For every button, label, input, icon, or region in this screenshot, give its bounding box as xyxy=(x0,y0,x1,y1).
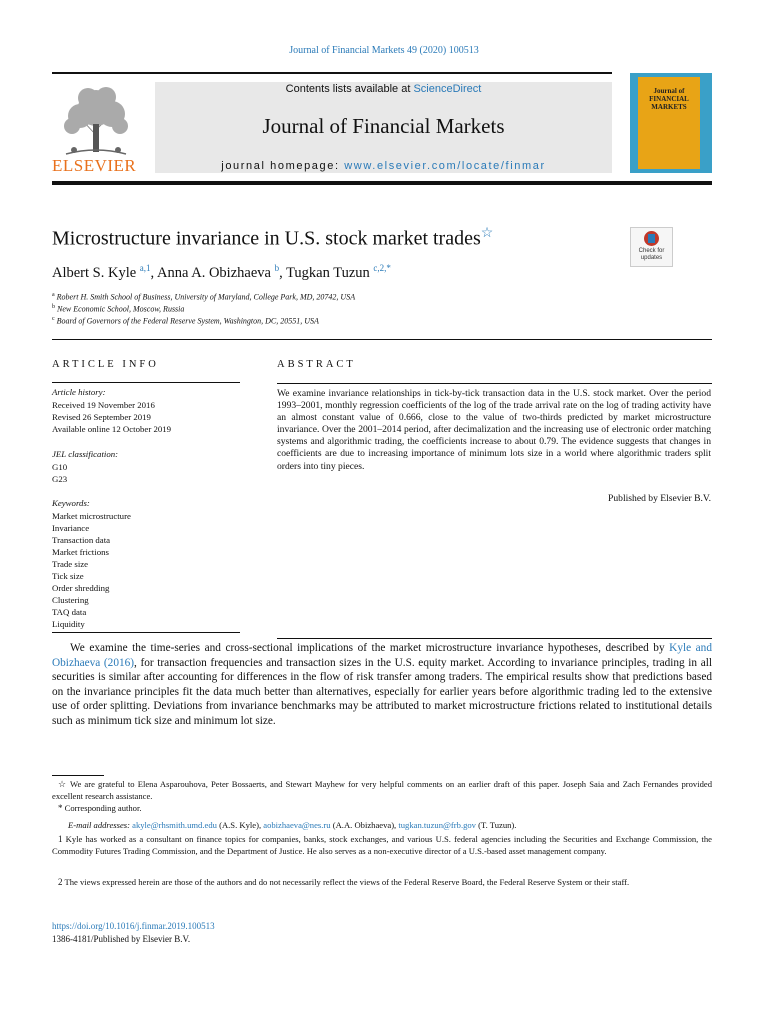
article-info-heading: ARTICLE INFO xyxy=(52,359,159,370)
history-label: Article history: xyxy=(52,387,106,397)
affiliation-mark: b xyxy=(52,304,55,310)
issn-line: 1386-4181/Published by Elsevier B.V. xyxy=(52,934,191,944)
jel-code: G23 xyxy=(52,474,68,484)
header-rule xyxy=(52,72,612,74)
journal-reference-link[interactable]: Journal of Financial Markets 49 (2020) 100513 xyxy=(289,45,479,56)
keyword: Market microstructure xyxy=(52,511,131,521)
author-marks[interactable]: c,2,* xyxy=(373,263,391,273)
footnote-corresponding xyxy=(52,803,712,815)
footnote-emails xyxy=(52,820,712,832)
author-name[interactable]: Anna A. Obizhaeva xyxy=(157,264,271,281)
check-updates-label: Check for updates xyxy=(638,248,665,261)
affiliation-text: New Economic School, Moscow, Russia xyxy=(57,304,185,314)
keyword: Clustering xyxy=(52,595,89,605)
author-name[interactable]: Albert S. Kyle xyxy=(52,264,137,281)
corresponding-mark: * xyxy=(58,803,63,813)
homepage-prefix: journal homepage: xyxy=(221,160,340,172)
email-link[interactable]: tugkan.tuzun@frb.gov xyxy=(398,820,476,830)
title-rule xyxy=(52,339,712,340)
abstract-text: We examine invariance relationships in tick-by-tick transaction data in the U.S. stock market. Over the period 1993–2001, monthly regression coefficients of the log of the trade arrival rate on the log of trading activity have an almost constant value of 0.666, close to the value of two-thirds predicted by market microstructure invariance. Over the 2001–2014 period, after decimalization and the increasing use of electronic order matching systems and algorithmic trading, the coefficients increase to about 0.79. The evidence suggests that changes in coefficients are due to increasing importance of minimum lots size in a world where algorithmic traders split orders into tiny pieces. xyxy=(277,388,711,472)
footnote-1 xyxy=(52,834,712,857)
keyword: Invariance xyxy=(52,523,90,533)
keywords-rule xyxy=(52,632,240,633)
footnote-text: Kyle has worked as a consultant on finance topics for companies, banks, stock exchanges, and various U.S. federal agencies including the Securities and Exchange Commission, the Commodity Futures Trading Commission, and the Department of Justice. He also serves as a non-executive director of a U.S.-based asset management company. xyxy=(52,834,712,856)
citation-link[interactable]: Kyle and Obizhaeva (2016) xyxy=(52,642,712,669)
keyword: Liquidity xyxy=(52,619,85,629)
journal-cover-image[interactable] xyxy=(630,73,712,173)
abstract-heading: ABSTRACT xyxy=(277,359,356,370)
footnote-number: 2 xyxy=(58,877,63,887)
jel-label: JEL classification: xyxy=(52,449,119,459)
footnote-number: 1 xyxy=(58,834,63,844)
author-name[interactable]: Tugkan Tuzun xyxy=(286,264,370,281)
keyword: Transaction data xyxy=(52,535,111,545)
article-title xyxy=(52,225,493,251)
journal-name: Journal of Financial Markets xyxy=(262,114,505,138)
affiliation xyxy=(52,304,184,314)
history-item: Received 19 November 2016 xyxy=(52,400,155,410)
footnote-2 xyxy=(52,877,712,889)
footnote-rule xyxy=(52,775,104,776)
affiliation-mark: a xyxy=(52,292,55,298)
contents-prefix: Contents lists available at xyxy=(285,83,411,95)
footnote-text: Corresponding author. xyxy=(64,803,142,813)
header-thick-rule xyxy=(52,181,712,185)
title-footnote-star-icon[interactable]: ☆ xyxy=(480,226,494,241)
keyword: Order shredding xyxy=(52,583,110,593)
footnote-text: We are grateful to Elena Asparouhova, Peter Bossaerts, and Stewart Mayhew for very helpful comments on an earlier draft of this paper. Joseph Saia and Zach Fernandes provided excellent research assistance. xyxy=(52,779,712,801)
abstract-bottom-rule xyxy=(277,638,712,639)
email-owner: (A.S. Kyle), xyxy=(219,820,262,830)
intro-text: , for transaction frequencies and transaction sizes in the U.S. equity market. According to invariance principles, trading in all securities is similar after accounting for differences in the flow of risk transfer among traders. The empirical results show that predictions based on the invariance principles fit the data much better than alternatives, especially for earlier years before algorithmic trading led to the extensive use of order splitting. Deviations from invariance benchmarks may be attributed to market microstructure frictions related to institutional details such as minimum tick size and minimum lot size. xyxy=(52,656,712,727)
doi-link[interactable]: https://doi.org/10.1016/j.finmar.2019.100513 xyxy=(52,921,215,931)
email-owner: (T. Tuzun). xyxy=(478,820,517,830)
footnote-text: The views expressed herein are those of the authors and do not necessarily reflect the views of the Federal Reserve Board, the Federal Reserve System or their staff. xyxy=(64,877,630,887)
author-list: Albert S. Kyle $^{a,1}$, Anna A. Obizhaeva $^b$, Tugkan Tuzun $^{c,2,*}$ xyxy=(52,263,391,281)
history-item: Available online 12 October 2019 xyxy=(52,424,172,434)
cover-title: Journal of FINANCIAL MARKETS xyxy=(649,87,689,111)
star-footnote-icon: ☆ xyxy=(58,779,68,789)
affiliation-text: Robert H. Smith School of Business, University of Maryland, College Park, MD, 20742, USA xyxy=(56,292,356,302)
check-for-updates-button[interactable] xyxy=(630,227,673,267)
intro-paragraph xyxy=(52,641,712,729)
author-marks[interactable]: b xyxy=(274,263,280,273)
email-label: E-mail addresses: xyxy=(68,820,130,830)
sciencedirect-link[interactable]: ScienceDirect xyxy=(413,83,482,95)
history-item: Revised 26 September 2019 xyxy=(52,412,151,422)
homepage-url-link[interactable]: www.elsevier.com/locate/finmar xyxy=(344,160,546,172)
published-by: Published by Elsevier B.V. xyxy=(608,493,711,504)
email-link[interactable]: akyle@rhsmith.umd.edu xyxy=(132,820,217,830)
affiliation xyxy=(52,292,355,302)
keyword: Tick size xyxy=(52,571,84,581)
keyword: Trade size xyxy=(52,559,89,569)
homepage-line xyxy=(155,160,612,172)
bookmark-icon xyxy=(644,231,659,246)
jel-code: G10 xyxy=(52,462,68,472)
author-marks[interactable]: a,1 xyxy=(139,263,151,273)
affiliation-mark: c xyxy=(52,316,55,322)
email-owner: (A.A. Obizhaeva), xyxy=(332,820,397,830)
keyword: TAQ data xyxy=(52,607,87,617)
intro-text: We examine the time-series and cross-sectional implications of the market microstructure invariance hypotheses, described by xyxy=(70,642,670,654)
abstract-rule xyxy=(277,383,712,384)
elsevier-wordmark: ELSEVIER xyxy=(52,156,137,175)
keyword: Market frictions xyxy=(52,547,109,557)
cover-panel xyxy=(638,77,700,169)
article-title-text: Microstructure invariance in U.S. stock market trades xyxy=(52,227,481,250)
affiliation xyxy=(52,316,319,326)
keywords-label: Keywords: xyxy=(52,498,90,508)
contents-line xyxy=(155,83,612,95)
article-info-rule xyxy=(52,382,240,383)
footnote-acknowledgement xyxy=(52,779,712,802)
email-link[interactable]: aobizhaeva@nes.ru xyxy=(263,820,331,830)
affiliation-text: Board of Governors of the Federal Reserve System, Washington, DC, 20551, USA xyxy=(56,316,319,326)
